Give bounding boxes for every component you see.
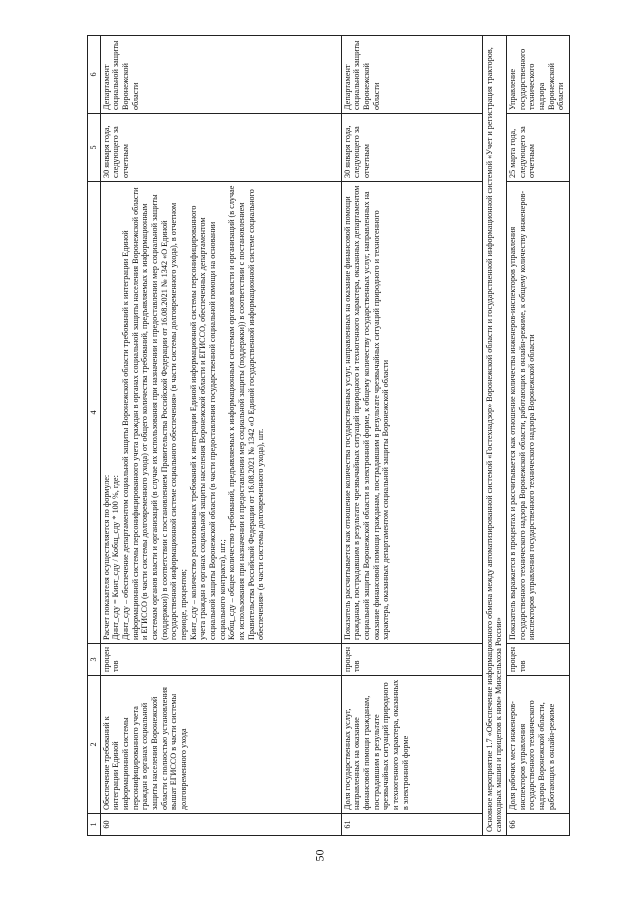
deadline-cell: 25 марта года, следующего за отчетным	[507, 114, 570, 182]
section-row	[482, 36, 506, 836]
deadline-cell: 30 января года, следующего за отчетным	[100, 114, 341, 182]
header-cell-5: 5	[88, 114, 101, 182]
header-cell-6: 6	[88, 36, 101, 114]
method-line: Расчет показателя осуществляется по формуле:	[101, 474, 111, 640]
header-cell-2: 2	[88, 676, 101, 814]
header-cell-3: 3	[88, 644, 101, 676]
row-number: 61	[341, 814, 482, 836]
header-cell-4: 4	[88, 182, 101, 644]
table-row	[100, 36, 341, 836]
header-row	[88, 36, 101, 836]
method-line: Дннт_сду – обеспечение департаментом социальной защиты Воронежской области требований к интеграции Единой информационной системы персонифицированного учета граждан в органах социальной защиты населения Воронежской области и ЕГИССО (в части системы долговременного ухода) от общего количества требований, предъявляемых к информационным системам органов власти и организаций (в случае их использования при назначении и предоставлении мер социальной защиты (поддержки)) в соответствии с постановлением Правительства Российской Федерации от 16.08.2021 № 1342 «О Единой государственной информационной системе социального обеспечения» (в части системы долговременного ухода), в отчетном периоде, процентов;	[121, 187, 189, 640]
section-title: Основное мероприятие 1.7 «Обеспечение информационного обмена между автоматизированной системой «Гостехнадзор» Воронежской области и государственной информационной системой «Учет и регистрация тракторов, самоходных машин и прицепов к ним» Минсельхоза России»	[482, 36, 506, 836]
method-line: Показатель рассчитывается как отношение количества государственных услуг, направленных на оказание финансовой помощи гражданам, пострадавшим в результате чрезвычайных ситуаций природного и техногенного характера, оказанных департаментом социальной защиты Воронежской области в электронной форме, к общему количеству государственных услуг, направленных на оказание финансовой помощи гражданам, пострадавшим в результате чрезвычайных ситуаций природного и техногенного характера, оказанных департаментом социальной защиты Воронежской области	[342, 185, 391, 640]
header-cell-1: 1	[88, 814, 101, 836]
unit-cell: процентов	[341, 644, 482, 676]
table-wrapper	[87, 36, 617, 836]
page-number: 50	[312, 849, 327, 862]
indicators-table	[87, 35, 570, 836]
method-line: Кобщ_сду – общее количество требований, предъявляемых к информационным системам органов власти и организаций (в случае их использования при назначении и предоставлении мер социальной защиты (поддержки)) в соответствии с постановлением Правительства Российской Федерации от 16.08.2021 № 1342 «О Единой государственной информационной системе социального обеспечения» (в части системы долговременного ухода), шт.	[227, 185, 266, 640]
table-row	[341, 36, 482, 836]
indicator-name: Доля рабочих мест инженеров-инспекторов управления государственного технического надзора Воронежской области, работающих в онлайн-режиме	[507, 676, 570, 814]
method-cell	[507, 182, 570, 644]
unit-cell: процентов	[100, 644, 341, 676]
method-cell	[341, 182, 482, 644]
row-number: 60	[100, 814, 341, 836]
table-row	[507, 36, 570, 836]
indicator-name: Доля государственных услуг, направленных на оказание финансовой помощи гражданам, пострадавшим в результате чрезвычайных ситуаций природного и техногенного характера, оказанных в электронной форме	[341, 676, 482, 814]
method-line: Дннт_сду = Кинт_сду / Кобщ_сду * 100 %, где:	[111, 475, 121, 640]
rotated-table-container	[87, 36, 617, 836]
responsible-cell: Департамент социальной защиты Воронежской области	[341, 36, 482, 114]
responsible-cell: Департамент социальной защиты Воронежской области	[100, 36, 341, 114]
deadline-cell: 30 января года, следующего за отчетным	[341, 114, 482, 182]
method-line: Кинт_сду – количество реализованных требований к интеграции Единой информационной системы персонифицированного учета граждан в органах социальной защиты населения Воронежской области и ЕГИССО, обеспеченных департаментом социальной защиты Воронежской области (в части предоставления государственной социальной помощи на основании социального контракта), шт.;	[188, 205, 227, 640]
responsible-cell: Управление государственного технического надзора Воронежской области	[507, 36, 570, 114]
row-number: 66	[507, 814, 570, 836]
indicator-name: Обеспечение требований к интеграции Единой информационной системы персонифицированного учета граждан в органах социальной защиты населения Воронежской области с полностью установления вышат ЕГИССО в части системы долговременного ухода	[100, 676, 341, 814]
method-cell	[100, 182, 341, 644]
method-line: Показатель выражается в процентах и рассчитывается как отношение количества инженеров-инспекторов управления государственного технического надзора Воронежской области, работающих в онлайн-режиме, к общему количеству инженеров-инспекторов управления государственного технического надзора Воронежской области	[508, 190, 537, 640]
unit-cell: процентов	[507, 644, 570, 676]
